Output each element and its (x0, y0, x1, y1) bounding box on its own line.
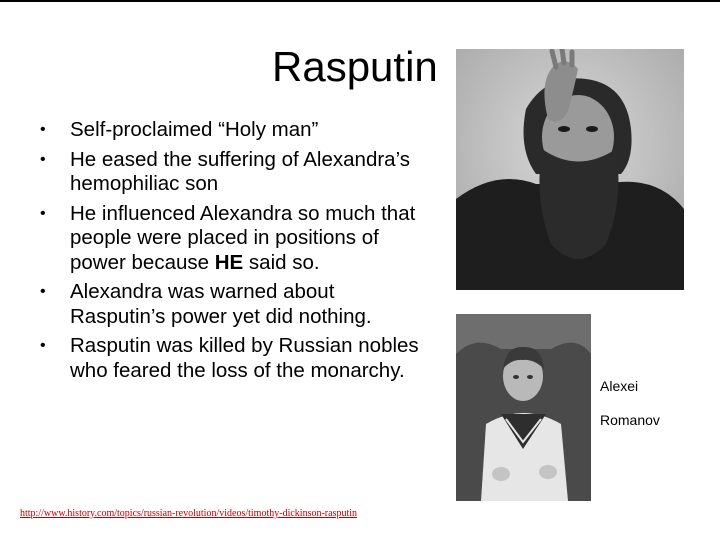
bullet-icon: • (40, 283, 46, 300)
bullet-text: Rasputin was killed by Russian nobles who feared the loss of the monarchy. (70, 334, 419, 382)
alexei-romanov-photo (456, 314, 591, 501)
bullet-text-start: He influenced Alexandra so much that people were placed in positions of power because (70, 201, 416, 274)
bullet-item (40, 148, 420, 197)
rasputin-portrait (456, 49, 684, 290)
bullet-icon: • (40, 204, 46, 222)
bullet-list (40, 118, 420, 388)
photo-caption-last-name: Romanov (600, 412, 660, 428)
bullet-icon: • (40, 150, 46, 168)
bullet-icon: • (40, 121, 46, 138)
bullet-text: Alexandra was warned about Rasputin’s power yet did nothing. (70, 280, 372, 328)
bullet-item (40, 280, 420, 329)
bullet-item (40, 334, 420, 383)
bullet-text: Self-proclaimed “Holy man” (70, 118, 319, 141)
bullet-text: He eased the suffering of Alexandra’s hemophiliac son (70, 147, 411, 195)
bullet-text-end: said so. (243, 250, 320, 274)
bullet-text (70, 202, 415, 274)
bullet-item (40, 118, 420, 143)
bullet-item (40, 202, 420, 276)
bullet-icon: • (40, 337, 46, 354)
top-border-line (0, 0, 720, 2)
bullet-emphasis: HE (214, 250, 244, 274)
photo-caption-first-name: Alexei (600, 378, 639, 394)
source-video-link[interactable]: http://www.history.com/topics/russian-revolution/videos/timothy-dickinson-rasputin (20, 508, 358, 519)
slide-title: Rasputin (272, 43, 438, 90)
